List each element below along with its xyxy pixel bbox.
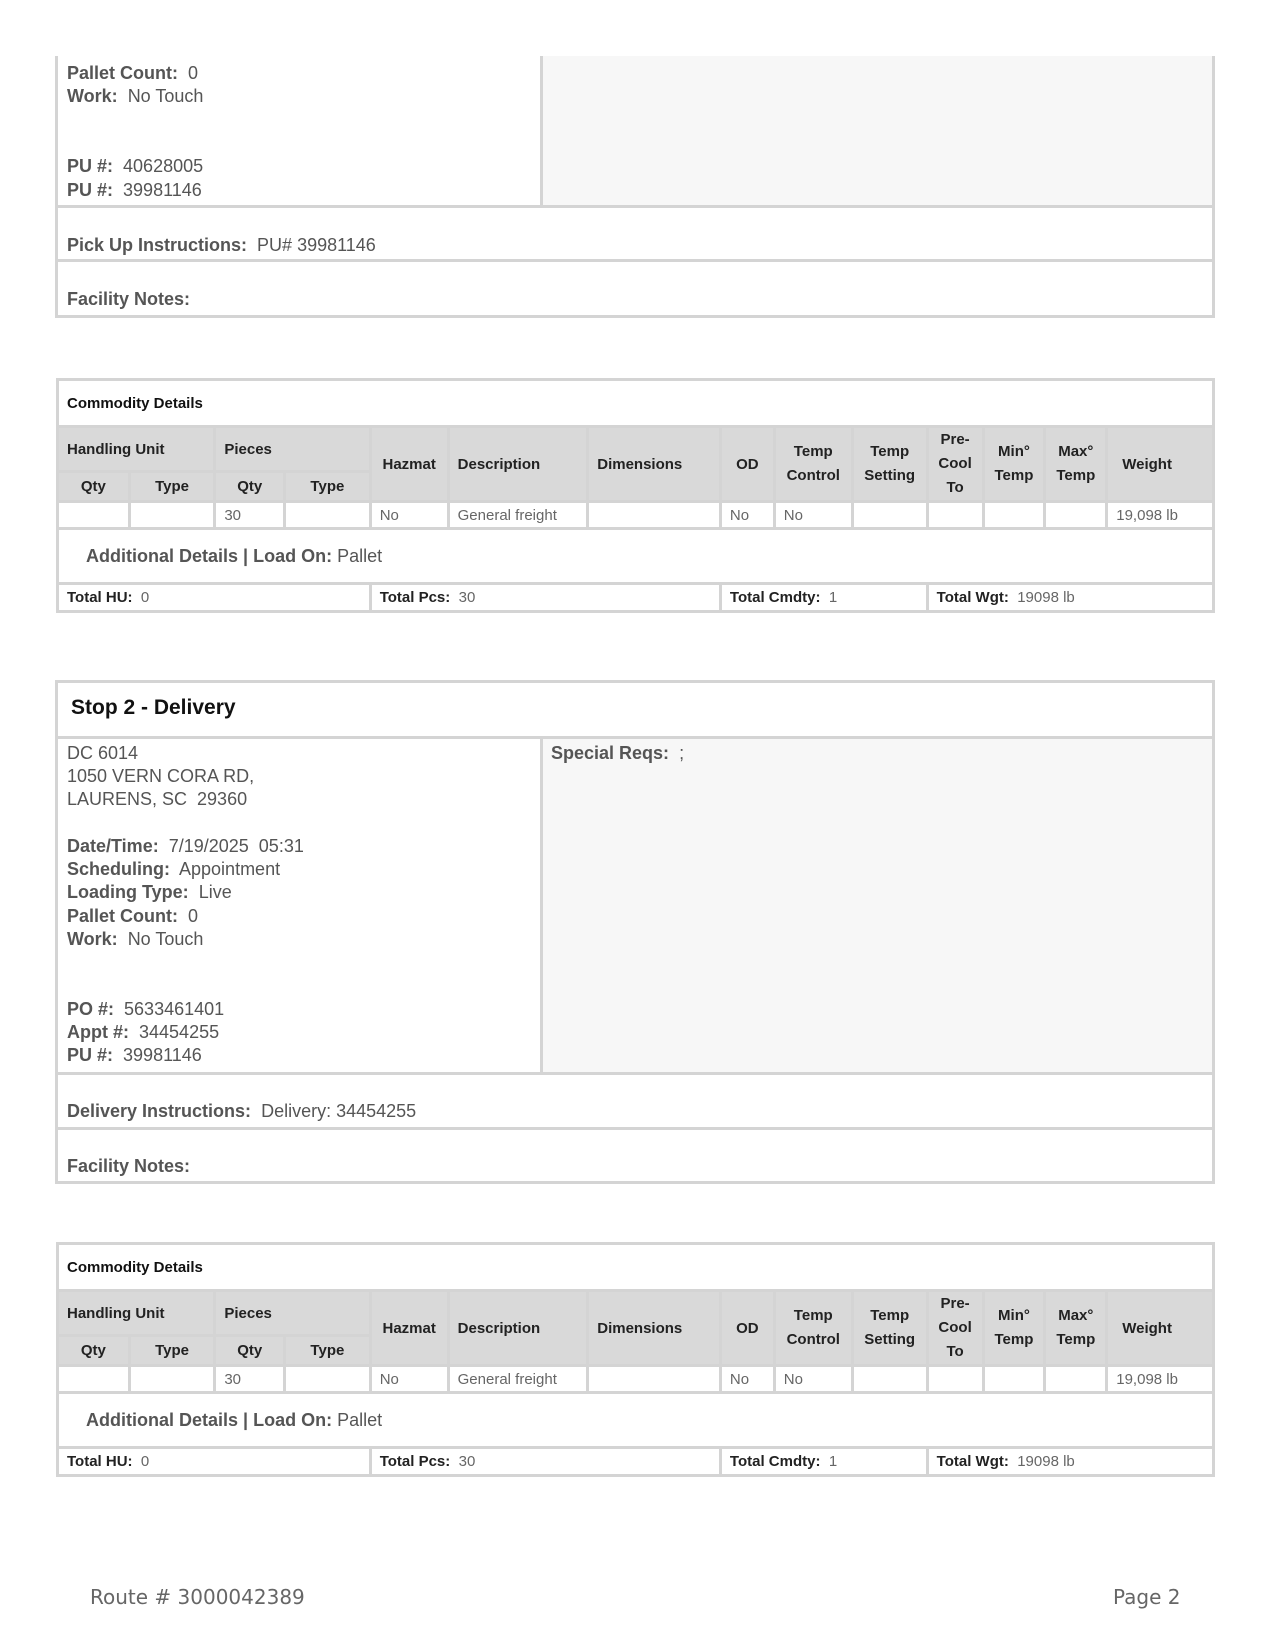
total-pcs: Total Pcs: 30: [370, 584, 720, 612]
header-min-temp: Min° Temp: [983, 1291, 1045, 1366]
header-dimensions: Dimensions: [588, 1291, 721, 1366]
cell-pcs-type: [285, 502, 371, 529]
total-hu: Total HU: 0: [58, 584, 371, 612]
cell-dimensions: [588, 502, 721, 529]
stop1-pu-2: PU #: 39981146: [67, 180, 202, 200]
cell-od: No: [720, 502, 774, 529]
cell-min-temp: [983, 502, 1045, 529]
cell-hu-qty: [58, 502, 130, 529]
header-hu-qty: Qty: [58, 1336, 130, 1366]
header-weight: Weight: [1107, 427, 1214, 502]
stop2-po: PO #: 5633461401: [67, 999, 225, 1019]
header-hu-type: Type: [129, 1336, 215, 1366]
stop1-pu-1: PU #: 40628005: [67, 156, 204, 176]
header-od: OD: [720, 427, 774, 502]
commodity-table-1: [56, 378, 1215, 613]
cell-hazmat: No: [370, 502, 448, 529]
stop2-pu: PU #: 39981146: [67, 1045, 202, 1065]
cell-max-temp: [1045, 502, 1107, 529]
stop2-address-line2: LAURENS, SC 29360: [67, 789, 248, 809]
stop2-title-divider: [55, 736, 1215, 739]
stop1-pallet-count: Pallet Count: 0: [67, 63, 199, 83]
header-hazmat: Hazmat: [370, 1291, 448, 1366]
stop2-facility-notes: Facility Notes:: [67, 1156, 191, 1176]
cell-pcs-qty: 30: [215, 1366, 285, 1393]
header-handling-unit: Handling Unit: [58, 1291, 215, 1336]
header-temp-setting: Temp Setting: [852, 1291, 927, 1366]
stop1-divider-1: [55, 205, 1215, 208]
stop2-column-divider: [540, 736, 543, 1072]
header-temp-control: Temp Control: [774, 1291, 852, 1366]
header-max-temp: Max° Temp: [1045, 1291, 1107, 1366]
total-pcs: Total Pcs: 30: [370, 1448, 720, 1476]
stop2-title: Stop 2 - Delivery: [71, 696, 236, 719]
commodity-table-2: [56, 1242, 1215, 1477]
header-precool: Pre- Cool To: [927, 1291, 983, 1366]
route-number: Route # 3000042389: [90, 1585, 305, 1609]
stop2-special-reqs: Special Reqs: ;: [551, 743, 685, 763]
cell-temp-setting: [852, 502, 927, 529]
total-cmdty: Total Cmdty: 1: [720, 584, 927, 612]
total-hu: Total HU: 0: [58, 1448, 371, 1476]
stop2-right-panel: [543, 739, 1212, 1072]
header-description: Description: [448, 427, 588, 502]
commodity-title: Commodity Details: [58, 380, 1214, 427]
cell-hu-qty: [58, 1366, 130, 1393]
stop1-work: Work: No Touch: [67, 86, 204, 106]
header-pieces: Pieces: [215, 1291, 370, 1336]
stop2-divider-2: [55, 1127, 1215, 1130]
header-od: OD: [720, 1291, 774, 1366]
header-pcs-type: Type: [285, 472, 371, 502]
stop1-divider-2: [55, 259, 1215, 262]
stop1-pickup-instructions: Pick Up Instructions: PU# 39981146: [67, 235, 376, 255]
cell-hu-type: [129, 502, 215, 529]
cell-od: No: [720, 1366, 774, 1393]
stop2-appt: Appt #: 34454255: [67, 1022, 220, 1042]
stop2-facility-name: DC 6014: [67, 743, 139, 763]
header-temp-control: Temp Control: [774, 427, 852, 502]
commodity-title: Commodity Details: [58, 1244, 1214, 1291]
header-hu-type: Type: [129, 472, 215, 502]
stop2-pallet-count: Pallet Count: 0: [67, 906, 199, 926]
cell-weight: 19,098 lb: [1107, 502, 1214, 529]
header-dimensions: Dimensions: [588, 427, 721, 502]
cell-hu-type: [129, 1366, 215, 1393]
header-weight: Weight: [1107, 1291, 1214, 1366]
header-description: Description: [448, 1291, 588, 1366]
cell-max-temp: [1045, 1366, 1107, 1393]
cell-hazmat: No: [370, 1366, 448, 1393]
header-pieces: Pieces: [215, 427, 370, 472]
cell-temp-setting: [852, 1366, 927, 1393]
stop2-loading-type: Loading Type: Live: [67, 882, 232, 902]
cell-precool: [927, 502, 983, 529]
cell-description: General freight: [448, 1366, 588, 1393]
header-hu-qty: Qty: [58, 472, 130, 502]
stop2-work: Work: No Touch: [67, 929, 204, 949]
header-pcs-type: Type: [285, 1336, 371, 1366]
header-pcs-qty: Qty: [215, 1336, 285, 1366]
header-temp-setting: Temp Setting: [852, 427, 927, 502]
page-number: Page 2: [1113, 1585, 1181, 1609]
additional-details: Additional Details | Load On: Pallet: [58, 1393, 1214, 1448]
cell-min-temp: [983, 1366, 1045, 1393]
cell-precool: [927, 1366, 983, 1393]
total-wgt: Total Wgt: 19098 lb: [927, 584, 1213, 612]
cell-weight: 19,098 lb: [1107, 1366, 1214, 1393]
cell-description: General freight: [448, 502, 588, 529]
cell-dimensions: [588, 1366, 721, 1393]
stop1-column-divider: [540, 56, 543, 208]
cell-pcs-type: [285, 1366, 371, 1393]
total-wgt: Total Wgt: 19098 lb: [927, 1448, 1213, 1476]
header-hazmat: Hazmat: [370, 427, 448, 502]
stop2-address-line1: 1050 VERN CORA RD,: [67, 766, 255, 786]
cell-temp-control: No: [774, 1366, 852, 1393]
header-pcs-qty: Qty: [215, 472, 285, 502]
stop2-divider-1: [55, 1072, 1215, 1075]
additional-details: Additional Details | Load On: Pallet: [58, 529, 1214, 584]
header-precool: Pre- Cool To: [927, 427, 983, 502]
cell-pcs-qty: 30: [215, 502, 285, 529]
stop2-scheduling: Scheduling: Appointment: [67, 859, 281, 879]
total-cmdty: Total Cmdty: 1: [720, 1448, 927, 1476]
stop1-facility-notes: Facility Notes:: [67, 289, 191, 309]
cell-temp-control: No: [774, 502, 852, 529]
stop1-right-panel: [543, 56, 1212, 205]
header-max-temp: Max° Temp: [1045, 427, 1107, 502]
header-min-temp: Min° Temp: [983, 427, 1045, 502]
header-handling-unit: Handling Unit: [58, 427, 215, 472]
stop2-datetime: Date/Time: 7/19/2025 05:31: [67, 836, 304, 856]
stop2-delivery-instructions: Delivery Instructions: Delivery: 34454255: [67, 1101, 417, 1121]
